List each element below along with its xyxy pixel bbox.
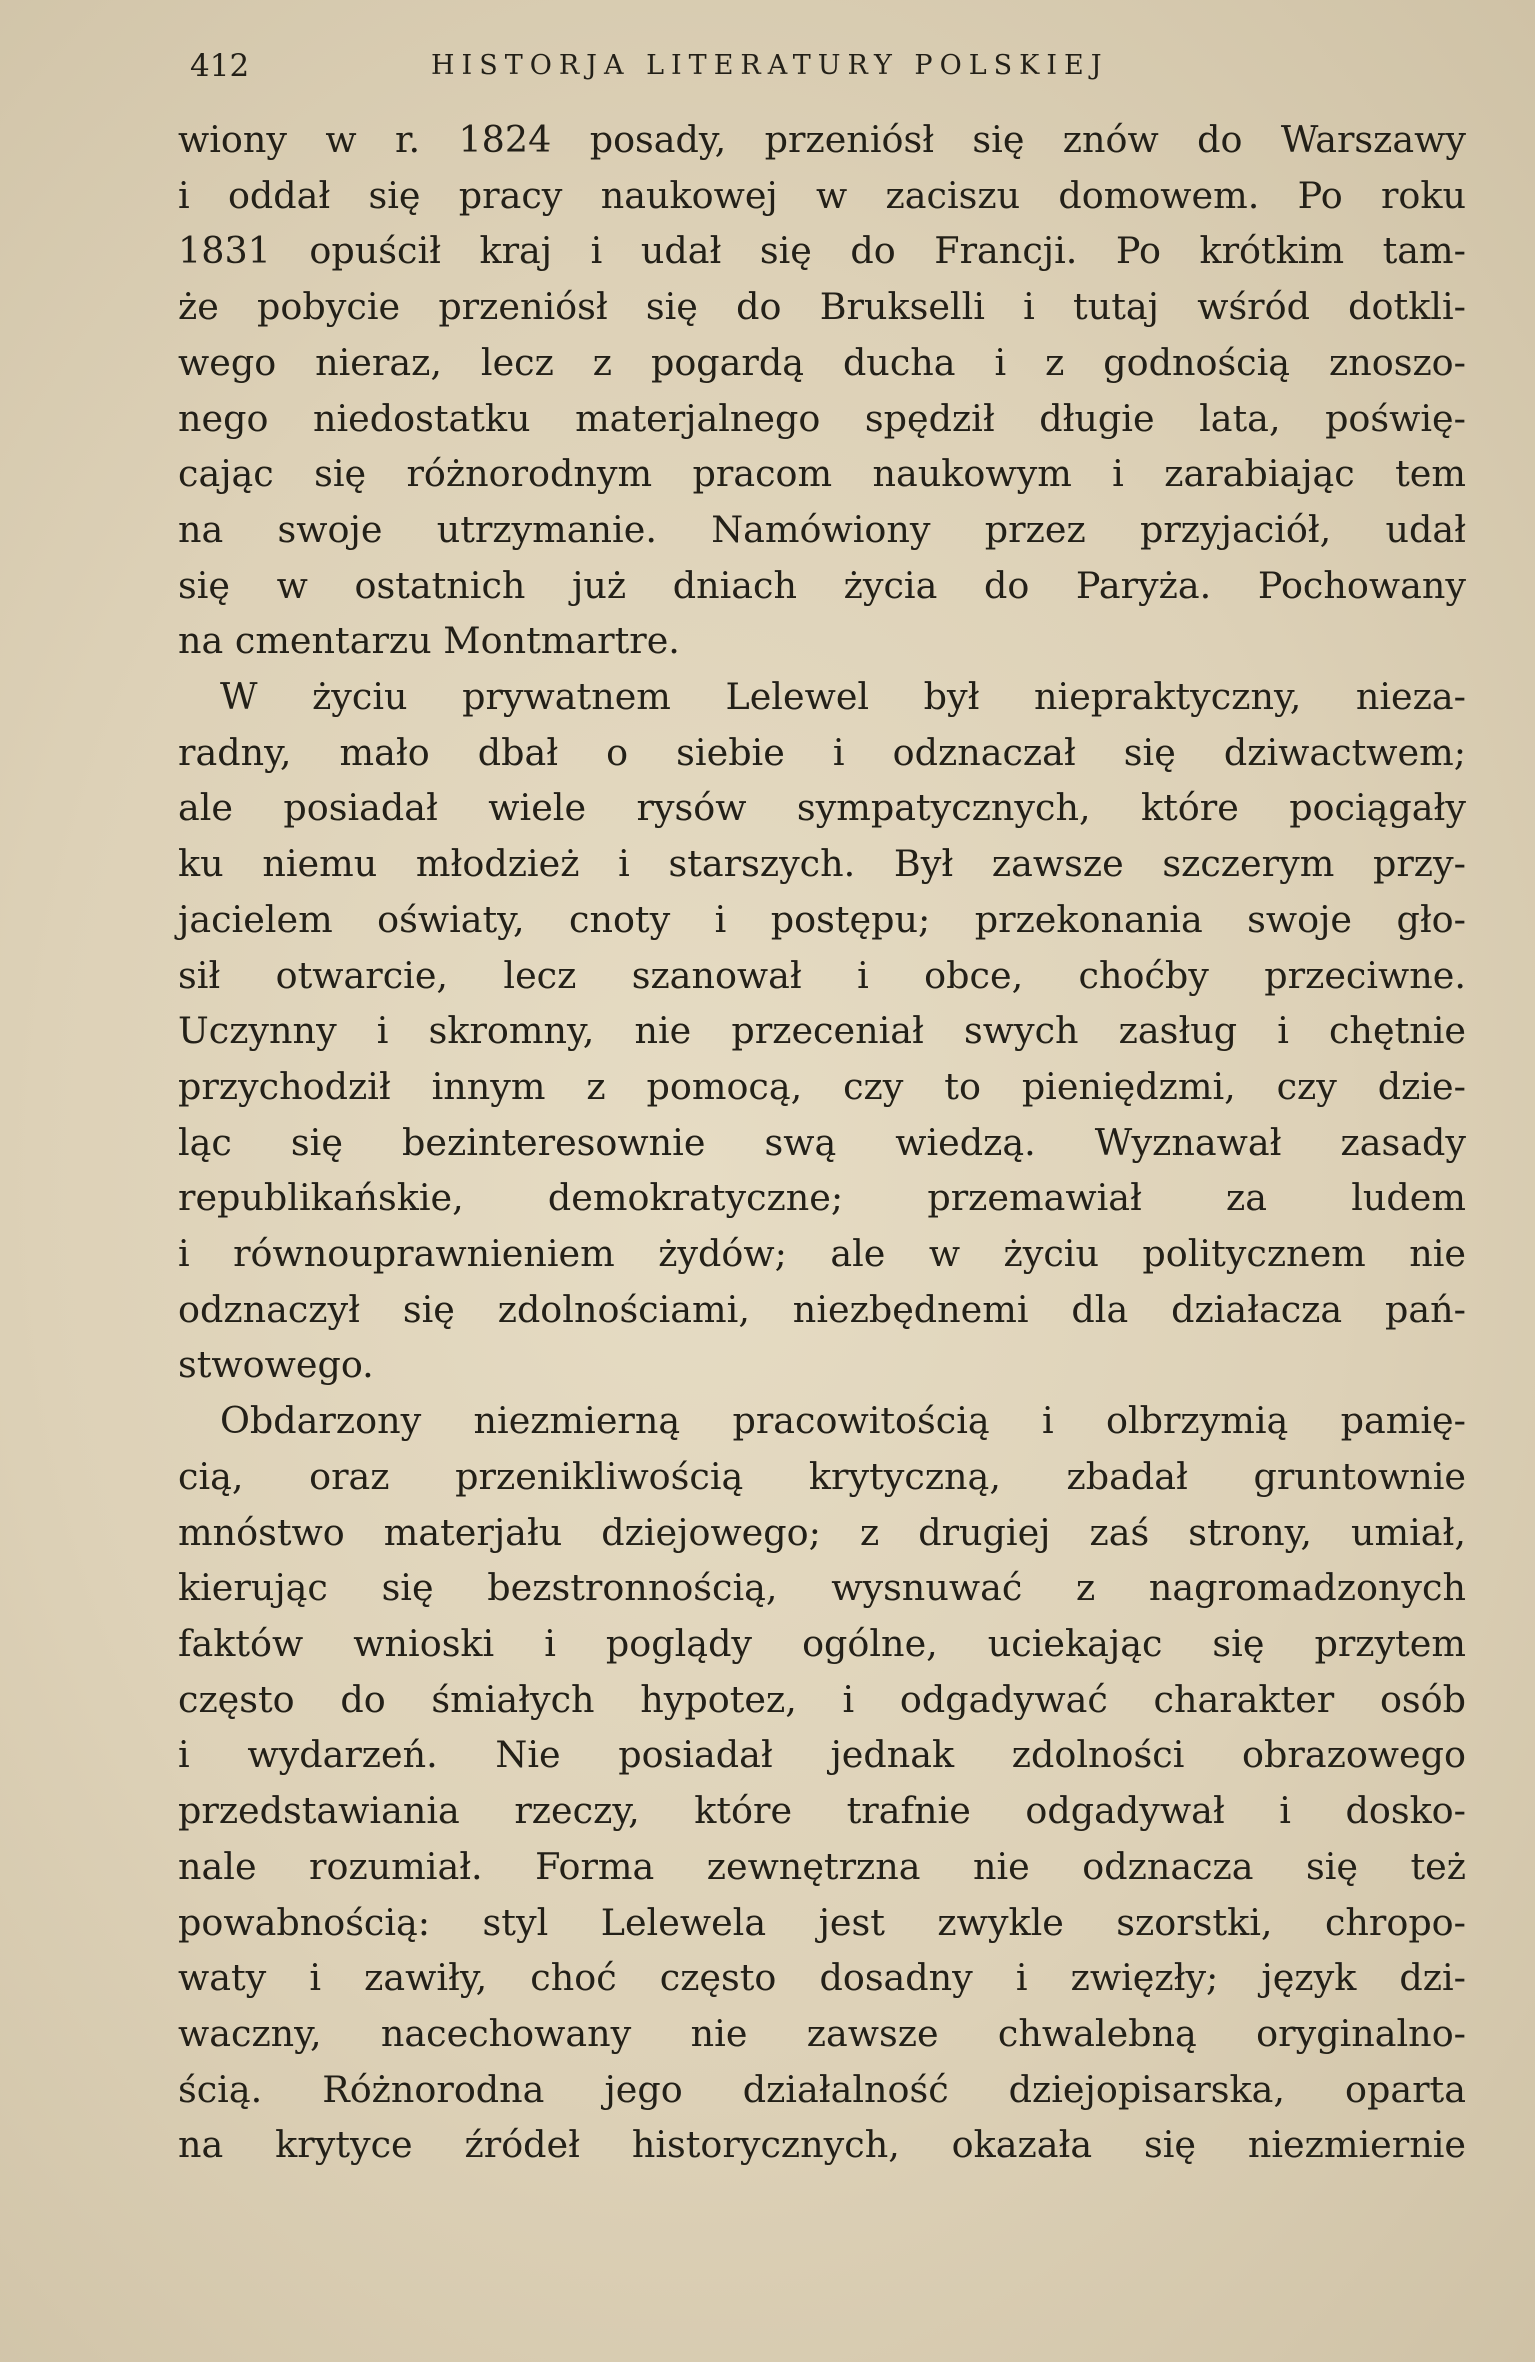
text-line: radny, mało dbał o siebie i odznaczał się dziwactwem; [178, 730, 1466, 774]
text-line: nego niedostatku materjalnego spędził długie lata, poświę- [178, 396, 1466, 440]
text-line: na swoje utrzymanie. Namówiony przez przyjaciół, udał [178, 507, 1466, 551]
text-line: kierując się bezstronnością, wysnuwać z nagromadzonych [178, 1566, 1466, 1610]
text-line: waty i zawiły, choć często dosadny i zwięzły; język dzi- [178, 1956, 1466, 2000]
text-line: cając się różnorodnym pracom naukowym i zarabiając tem [178, 452, 1466, 496]
body-text [178, 112, 1466, 2173]
text-line: faktów wnioski i poglądy ogólne, uciekając się przytem [178, 1621, 1466, 1665]
text-line: ścią. Różnorodna jego działalność dziejopisarska, oparta [178, 2067, 1466, 2111]
text-line: że pobycie przeniósł się do Brukselli i tutaj wśród dotkli- [178, 285, 1466, 329]
text-line: powabnością: styl Lelewela jest zwykle szorstki, chropo- [178, 1900, 1466, 1944]
text-line: się w ostatnich już dniach życia do Paryża. Pochowany [178, 563, 1466, 607]
text-line: na krytyce źródeł historycznych, okazała się niezmiernie [178, 2123, 1466, 2167]
text-line: mnóstwo materjału dziejowego; z drugiej zaś strony, umiał, [178, 1510, 1466, 1554]
page-header [178, 46, 1468, 86]
text-line: Uczynny i skromny, nie przeceniał swych zasług i chętnie [178, 1009, 1466, 1053]
text-line: waczny, nacechowany nie zawsze chwalebną oryginalno- [178, 2011, 1466, 2055]
text-line: na cmentarzu Montmartre. [178, 619, 680, 663]
text-line: ku niemu młodzież i starszych. Był zawsze szczerym przy- [178, 842, 1466, 886]
paragraph [178, 112, 1466, 669]
running-head: HISTORJA LITERATURY POLSKIEJ [431, 50, 1109, 81]
text-line: i wydarzeń. Nie posiadał jednak zdolności obrazowego [178, 1733, 1466, 1777]
text-line: Obdarzony niezmierną pracowitością i olbrzymią pamię- [220, 1399, 1466, 1443]
text-line: republikańskie, demokratyczne; przemawiał za ludem [178, 1176, 1466, 1220]
text-line: sił otwarcie, lecz szanował i obce, choćby przeciwne. [178, 953, 1466, 997]
text-line: stwowego. [178, 1343, 374, 1387]
text-line: wiony w r. 1824 posady, przeniósł się znów do Warszawy [178, 118, 1466, 161]
page-number: 412 [190, 48, 250, 84]
text-line: cią, oraz przenikliwością krytyczną, zbadał gruntownie [178, 1454, 1466, 1498]
paragraph [178, 669, 1466, 1393]
text-line: przychodził innym z pomocą, czy to pieniędzmi, czy dzie- [178, 1064, 1466, 1108]
text-line: i równouprawnieniem żydów; ale w życiu politycznem nie [178, 1232, 1466, 1276]
text-line: i oddał się pracy naukowej w zaciszu domowem. Po roku [178, 173, 1466, 217]
paragraph [178, 1393, 1466, 2173]
text-line: jacielem oświaty, cnoty i postępu; przekonania swoje gło- [178, 897, 1466, 941]
text-line: przedstawiania rzeczy, które trafnie odgadywał i dosko- [178, 1789, 1466, 1833]
text-line: często do śmiałych hypotez, i odgadywać charakter osób [178, 1677, 1466, 1721]
text-line: odznaczył się zdolnościami, niezbędnemi dla działacza pań- [178, 1287, 1466, 1331]
text-line: W życiu prywatnem Lelewel był niepraktyczny, nieza- [220, 675, 1466, 719]
text-line: wego nieraz, lecz z pogardą ducha i z godnością znoszo- [178, 340, 1466, 384]
text-line: 1831 opuścił kraj i udał się do Francji. Po krótkim tam- [178, 229, 1466, 273]
text-line: ląc się bezinteresownie swą wiedzą. Wyznawał zasady [178, 1120, 1466, 1164]
text-line: nale rozumiał. Forma zewnętrzna nie odznacza się też [178, 1844, 1466, 1888]
text-line: ale posiadał wiele rysów sympatycznych, które pociągały [178, 786, 1466, 830]
